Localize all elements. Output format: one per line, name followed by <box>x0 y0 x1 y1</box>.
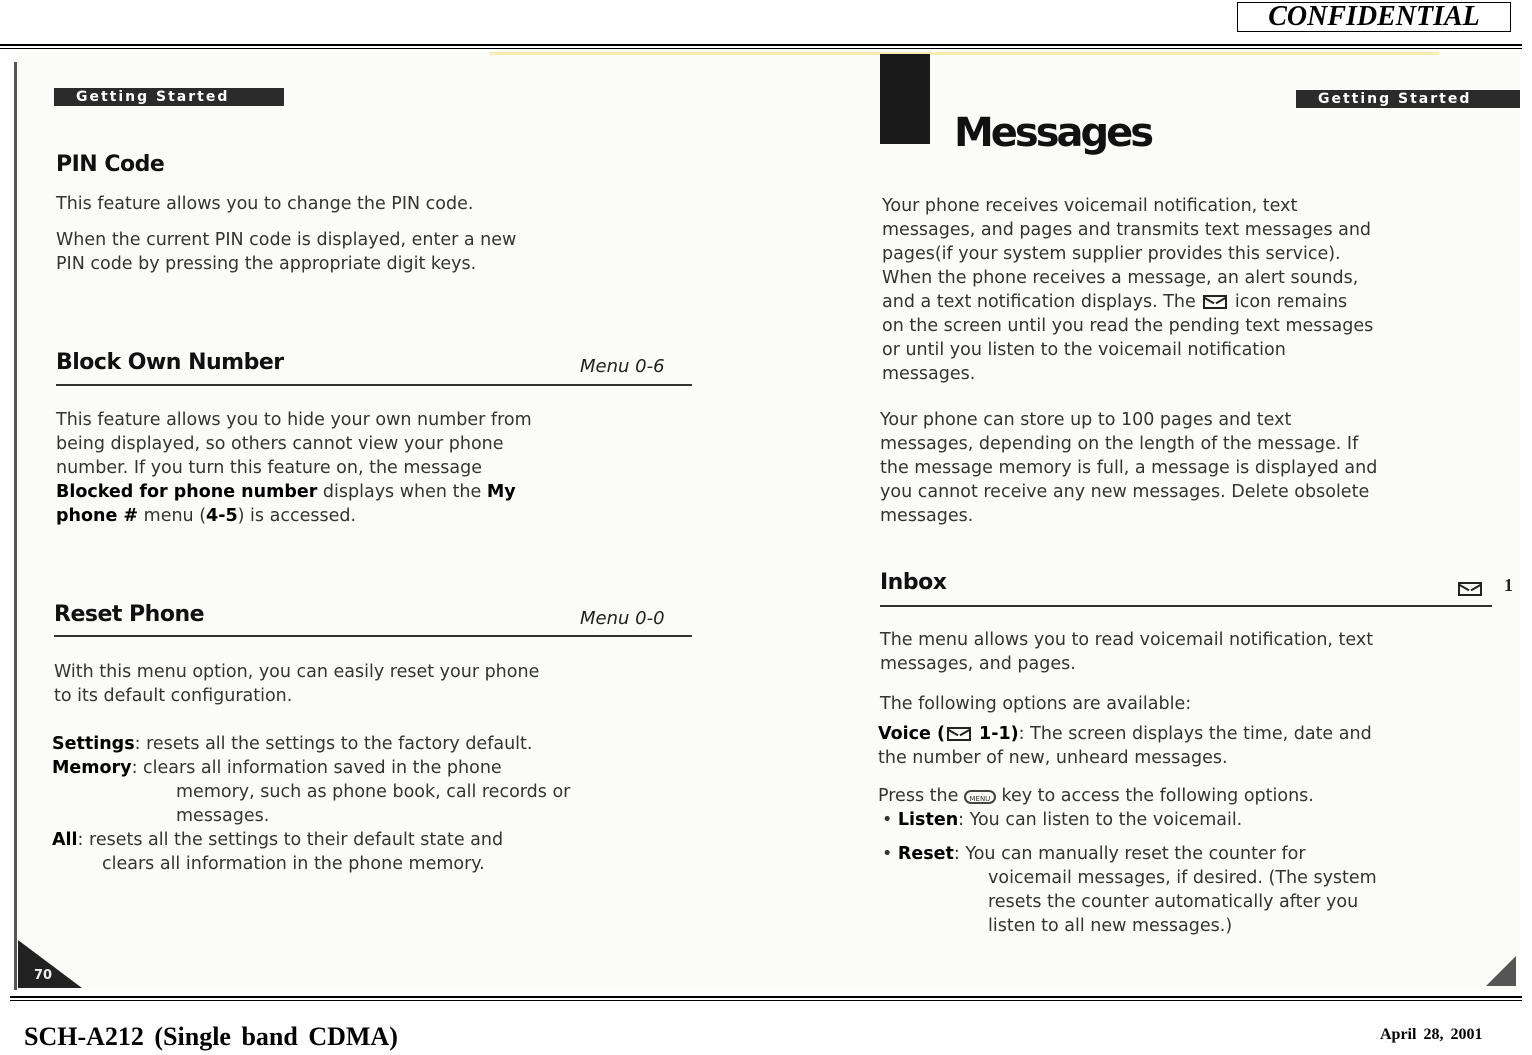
block-own-number-text: This feature allows you to hide your own number from being displayed, so others cannot view your phone number. If you turn this feature on, the message Blocked for phone number displays when the My phone # menu (4-5) is accessed. <box>56 410 532 526</box>
inbox-p1: The menu allows you to read voicemail notification, text messages, and pages. <box>880 630 1374 674</box>
header-rule-bottom <box>0 48 1522 49</box>
pin-code-p1: This feature allows you to change the PIN code. <box>56 194 474 214</box>
reset-rule <box>54 635 692 637</box>
voice-envelope-icon <box>947 727 971 741</box>
pin-code-p2: When the current PIN code is displayed, enter a new PIN code by pressing the appropriate digit keys. <box>56 230 517 274</box>
inbox-reset: • Reset: You can manually reset the counter for <box>882 844 1306 864</box>
section-tab-right: Getting Started <box>1296 90 1520 108</box>
inbox-p2: The following options are available: <box>880 694 1192 714</box>
pin-code-heading: PIN Code <box>56 152 165 177</box>
footer-rule-bottom <box>10 1000 1522 1001</box>
reset-memory-cont: memory, such as phone book, call records or messages. <box>176 782 571 826</box>
chapter-marker <box>880 54 930 144</box>
header-rule-top <box>0 44 1522 46</box>
highlight-line <box>489 52 1439 55</box>
inbox-press: Press the MENU key to access the following options. <box>878 786 1314 806</box>
page-edge <box>14 62 17 990</box>
footer-model: SCH-A212 (Single band CDMA) <box>24 1022 398 1051</box>
reset-all-line: All: resets all the settings to their default state and <box>52 830 504 850</box>
message-envelope-icon <box>1203 295 1227 309</box>
reset-phone-p1: With this menu option, you can easily reset your phone to its default configuration. <box>54 662 540 706</box>
section-tab-left: Getting Started <box>54 88 284 106</box>
block-rule <box>56 384 692 386</box>
page-corner-marker <box>1486 956 1516 986</box>
messages-intro: Your phone receives voicemail notification, text messages, and pages and transmits text messages and pages(if your system supplier provides this service). When the phone receives a message, an alert sounds, and a text notification displays. The icon remains on the screen until you read the pending text messages or until you listen to the voicemail notification messages. <box>882 196 1374 384</box>
footer-date: April 28, 2001 <box>1380 1026 1483 1043</box>
block-menu-ref: Menu 0-6 <box>580 356 665 377</box>
reset-settings-line: Settings: resets all the settings to the factory default. <box>52 734 533 754</box>
block-own-number-heading: Block Own Number <box>56 350 284 375</box>
reset-phone-heading: Reset Phone <box>54 602 205 627</box>
reset-all-cont: clears all information in the phone memory. <box>102 854 485 874</box>
page-number: 70 <box>34 968 53 983</box>
messages-title: Messages <box>954 110 1152 156</box>
inbox-heading: Inbox <box>880 570 947 595</box>
inbox-voice: Voice ( 1-1): The screen displays the time, date and the number of new, unheard messages. <box>878 724 1372 768</box>
inbox-reset-cont: voicemail messages, if desired. (The system resets the counter automatically after you listen to all new messages.) <box>988 868 1377 936</box>
scanned-manual-spread <box>14 52 1520 990</box>
confidential-label: CONFIDENTIAL <box>1237 2 1511 32</box>
reset-menu-ref: Menu 0-0 <box>580 608 665 629</box>
inbox-rule <box>880 605 1492 607</box>
inbox-listen: • Listen: You can listen to the voicemail. <box>882 810 1243 830</box>
messages-storage: Your phone can store up to 100 pages and text messages, depending on the length of the message. If the message memory is full, a message is displayed and you cannot receive any new messages. Delete obsolete messages. <box>880 410 1378 526</box>
inbox-envelope-icon <box>1458 582 1482 596</box>
inbox-menu-number: 1 <box>1504 575 1513 595</box>
reset-memory-line: Memory: clears all information saved in the phone <box>52 758 502 778</box>
menu-key-icon: MENU <box>964 790 996 804</box>
footer-rule-top <box>10 996 1522 998</box>
